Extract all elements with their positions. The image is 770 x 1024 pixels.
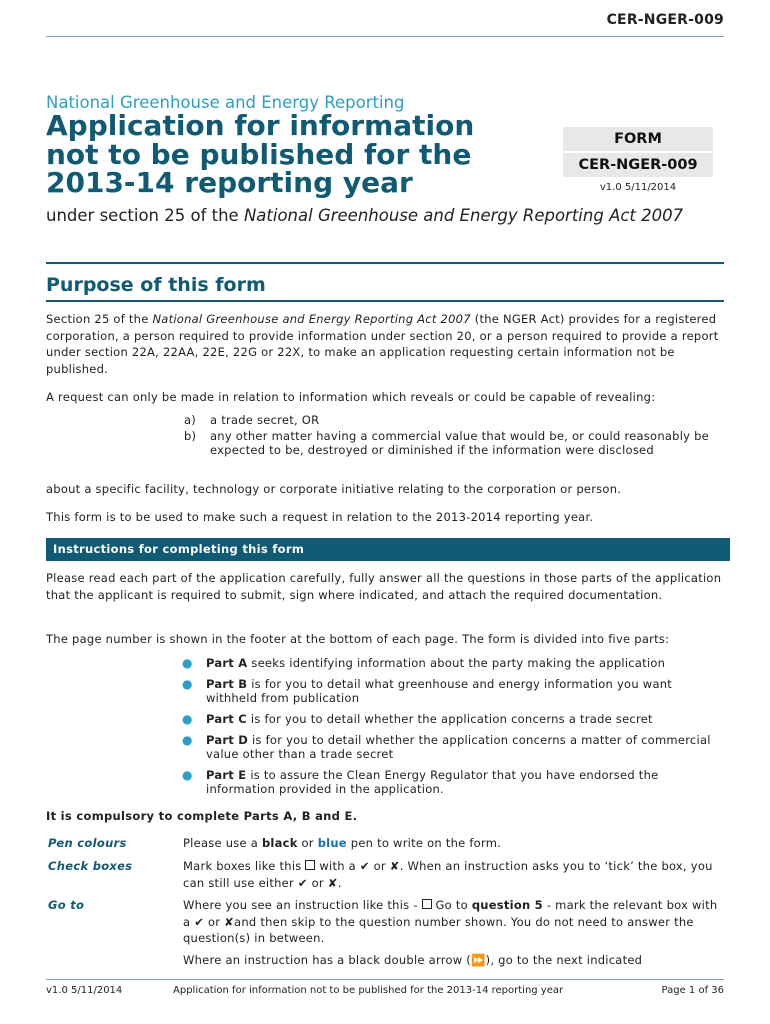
list-item-text <box>206 656 665 670</box>
check-pre: Mark boxes like this <box>183 859 306 873</box>
list-item <box>182 712 727 726</box>
bullet-icon: ● <box>182 712 193 726</box>
list-item-text <box>206 768 727 796</box>
instructions-bar: Instructions for completing this form <box>46 538 730 561</box>
act-reference <box>46 206 726 227</box>
parts-list <box>182 656 727 803</box>
purpose-paragraph-4: This form is to be used to make such a request in relation to the 2013-2014 reporting year. <box>46 510 594 524</box>
go-to-desc <box>183 897 728 947</box>
footer-title: Application for information not to be published for the 2013-14 reporting year <box>173 985 564 996</box>
pen-mid: or <box>297 836 318 850</box>
go-to-term: Go to <box>48 898 85 912</box>
part-text: is for you to detail what greenhouse and energy information you want withheld from publication <box>206 677 673 705</box>
header-form-code: CER-NGER-009 <box>606 12 724 28</box>
form-version: v1.0 5/11/2014 <box>599 182 677 193</box>
part-text: is for you to detail whether the application concerns a matter of commercial value other than a trade secret <box>206 733 711 761</box>
form-code: CER-NGER-009 <box>563 153 713 177</box>
bullet-icon: ● <box>182 677 193 691</box>
pen-colours-term: Pen colours <box>48 836 127 850</box>
list-item-text <box>206 733 727 761</box>
instructions-paragraph-2: The page number is shown in the footer at the bottom of each page. The form is divided into five parts: <box>46 632 670 646</box>
part-text: is to assure the Clean Energy Regulator that you have endorsed the information provided in the application. <box>206 768 659 796</box>
check-post: with a ✔ or ✘. When an instruction asks you to ‘tick’ the box, you can still use either ✔ or ✘. <box>183 859 713 890</box>
purpose-divider <box>46 300 724 302</box>
form-label: FORM <box>563 127 713 151</box>
part-name: Part E <box>206 768 247 782</box>
purpose-paragraph-1 <box>46 311 726 377</box>
p1-rest: (the NGER Act) provides for a registered corporation, a person required to provide information under section 20, or a person required to provide a report under section 22A, 22AA, 22E, 22G or 22X, to make an application requesting certain information not be published. <box>46 312 719 376</box>
reveal-list <box>184 414 724 459</box>
list-item-text: a trade secret, OR <box>210 413 320 427</box>
bullet-icon: ● <box>182 768 193 782</box>
pen-pre: Please use a <box>183 836 262 850</box>
p1-prefix: Section 25 of the <box>46 312 153 326</box>
checkbox-icon <box>422 899 432 909</box>
page-subtitle: National Greenhouse and Energy Reporting <box>46 93 405 112</box>
compulsory-note: It is compulsory to complete Parts A, B and E. <box>46 809 358 823</box>
instructions-paragraph-1: Please read each part of the application carefully, fully answer all the questions in those parts of the application that the applicant is required to submit, sign where indicated, and attach the required documentation. <box>46 571 722 602</box>
page-title: Application for information not to be published for the 2013-14 reporting year <box>46 109 475 199</box>
list-item-text <box>206 712 653 726</box>
act-prefix: under section 25 of the <box>46 206 244 225</box>
list-item-label: a) <box>184 413 197 427</box>
footer-version: v1.0 5/11/2014 <box>46 985 123 996</box>
goto-mid: Go to <box>431 898 472 912</box>
bullet-icon: ● <box>182 656 193 670</box>
pen-colours-desc <box>183 835 728 852</box>
checkbox-icon <box>305 860 315 870</box>
part-name: Part C <box>206 712 247 726</box>
list-item <box>182 768 727 796</box>
list-item <box>184 430 724 458</box>
pen-black: black <box>261 836 298 850</box>
list-item <box>182 733 727 761</box>
go-to-desc-2: Where an instruction has a black double arrow (⏩), go to the next indicated <box>183 953 643 967</box>
goto-question: question 5 <box>471 898 543 912</box>
list-item <box>182 677 727 705</box>
part-text: is for you to detail whether the application concerns a trade secret <box>247 712 653 726</box>
part-name: Part A <box>206 656 248 670</box>
part-text: seeks identifying information about the party making the application <box>247 656 666 670</box>
list-item-label: b) <box>184 428 197 443</box>
pen-blue: blue <box>317 836 347 850</box>
purpose-paragraph-3: about a specific facility, technology or corporate initiative relating to the corporation or person. <box>46 482 622 496</box>
check-boxes-term: Check boxes <box>48 859 133 873</box>
list-item-text: any other matter having a commercial value that would be, or could reasonably be expected to be, destroyed or diminished if the information were disclosed <box>210 428 709 457</box>
bullet-icon: ● <box>182 733 193 747</box>
goto-pre: Where you see an instruction like this - <box>183 898 422 912</box>
section-divider <box>46 262 724 264</box>
list-item-text <box>206 677 727 705</box>
goto-post: - mark the relevant box with a ✔ or ✘and then skip to the question number shown. You do not need to answer the question(s) in between. <box>183 898 718 945</box>
check-boxes-desc <box>183 858 728 891</box>
list-item <box>184 414 724 428</box>
pen-post: pen to write on the form. <box>346 836 502 850</box>
purpose-paragraph-2: A request can only be made in relation to information which reveals or could be capable of revealing: <box>46 390 656 404</box>
list-item <box>182 656 727 670</box>
p1-act: National Greenhouse and Energy Reporting Act 2007 <box>152 312 471 326</box>
form-id-box <box>563 127 713 193</box>
act-name: National Greenhouse and Energy Reporting Act 2007 <box>243 206 684 225</box>
footer-divider <box>46 979 724 980</box>
purpose-heading: Purpose of this form <box>46 274 266 296</box>
part-name: Part D <box>206 733 249 747</box>
header-divider <box>46 36 724 37</box>
part-name: Part B <box>206 677 248 691</box>
footer-page-number: Page 1 of 36 <box>661 985 724 996</box>
